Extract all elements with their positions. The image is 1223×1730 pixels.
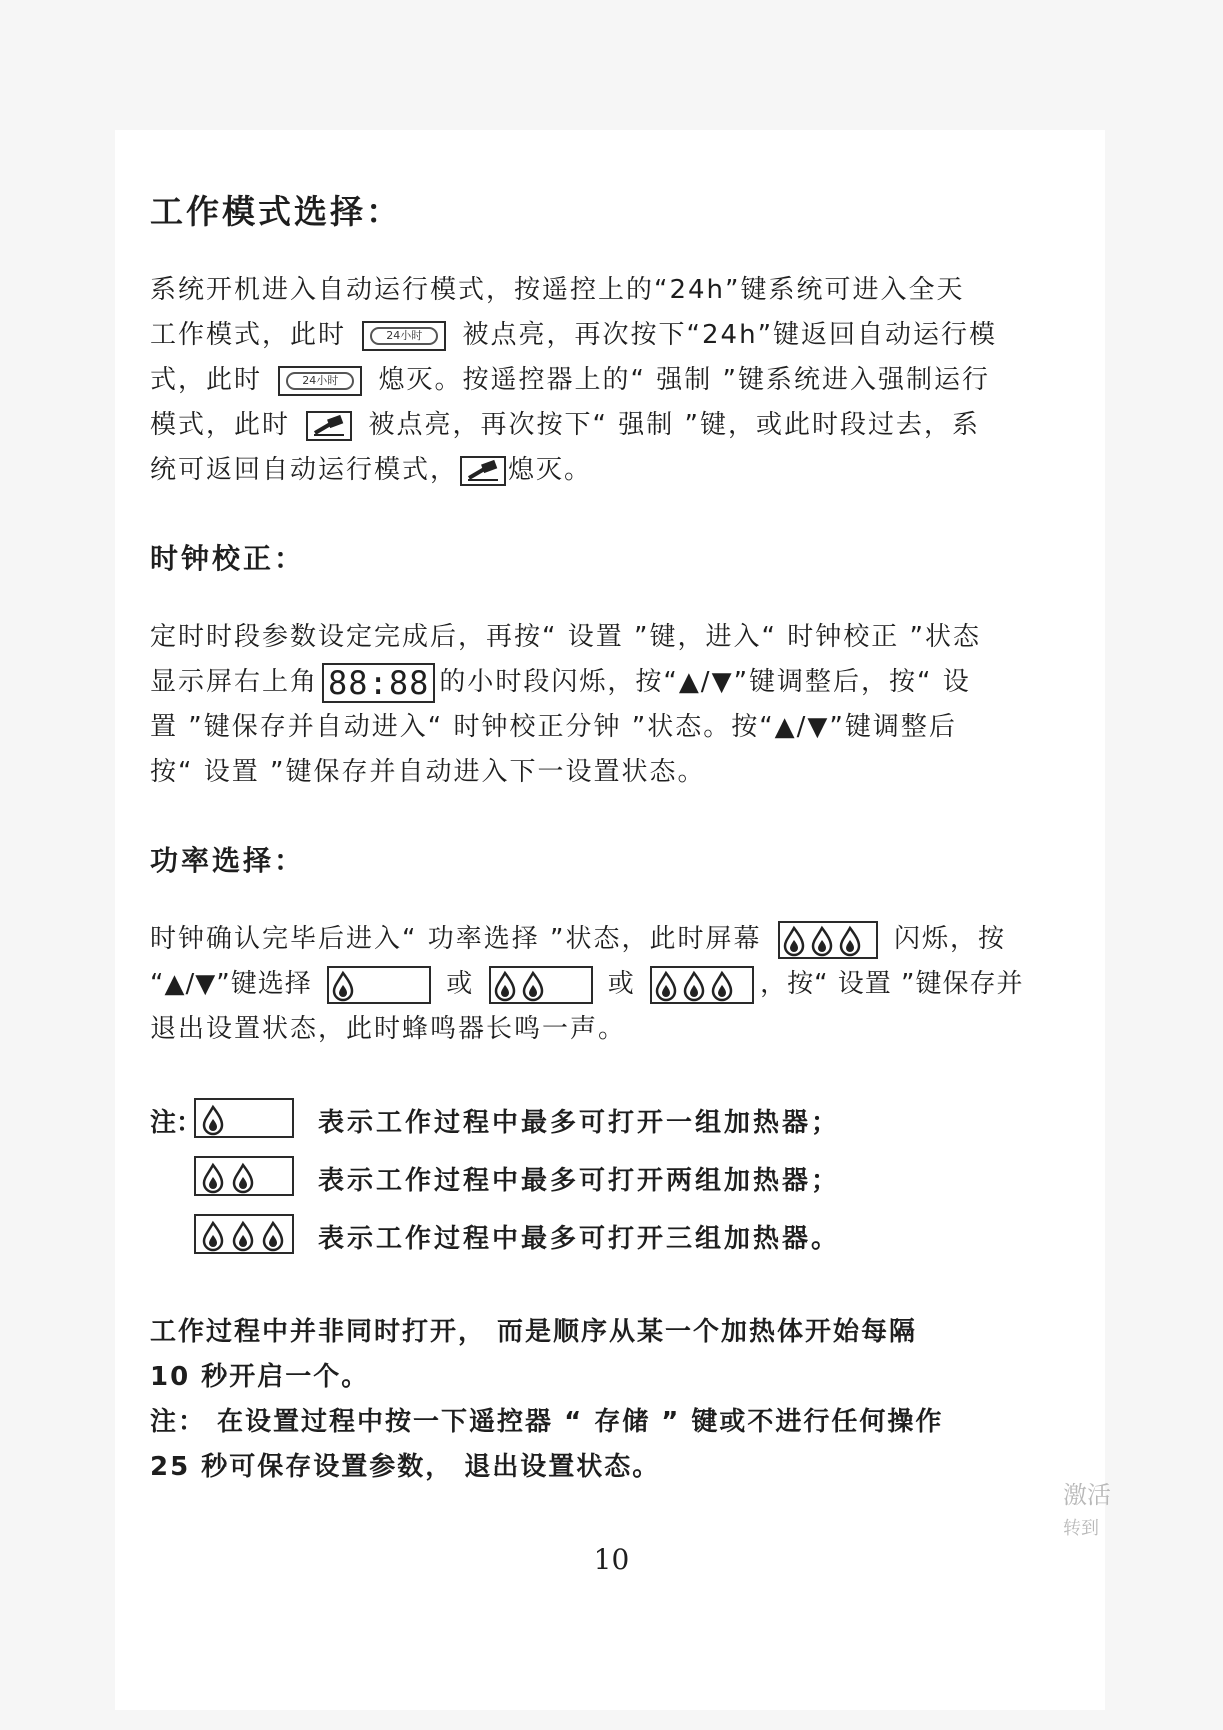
document-page (115, 130, 1111, 1710)
text-segment: 统可返回自动运行模式， (150, 455, 459, 485)
note-row-one (150, 1092, 1110, 1150)
24h-badge-icon (362, 321, 446, 351)
two-flame-icon (194, 1156, 294, 1196)
lcd-clock-display: 88:88 (322, 663, 435, 703)
text-segment: 工作模式，此时 (150, 320, 347, 350)
badge-label: 24小时 (286, 372, 354, 390)
flame-icon (232, 1163, 254, 1193)
note-description: 表示工作过程中最多可打开三组加热器。 (318, 1224, 841, 1254)
activation-watermark (1063, 1478, 1111, 1546)
text-segment: 熄灭。按遥控器上的“ 强制 ”键系统进入强制运行 (378, 365, 991, 395)
note-row-three (150, 1208, 1110, 1266)
paragraph-line: 25 秒可保存设置参数， 退出设置状态。 (150, 1452, 661, 1482)
two-flame-icon (489, 966, 593, 1004)
flame-icon (202, 1221, 224, 1251)
24h-badge-icon (278, 366, 362, 396)
one-flame-icon (194, 1098, 294, 1138)
flame-icon (655, 971, 677, 1001)
text-segment: 的小时段闪烁，按“▲/▼”键调整后，按“ 设 (439, 667, 971, 697)
paragraph-line: 注： 在设置过程中按一下遥控器 “ 存储 ” 键或不进行任何操作 (150, 1407, 944, 1437)
paragraph-line: 按“ 设置 ”键保存并自动进入下一设置状态。 (150, 757, 706, 787)
paragraph-line: 系统开机进入自动运行模式，按遥控上的“24h”键系统可进入全天 (150, 275, 965, 305)
watermark-line: 激活 (1063, 1481, 1111, 1509)
flame-icon (811, 926, 833, 956)
flame-icon (202, 1163, 224, 1193)
text-segment: 显示屏右上角 (150, 667, 319, 697)
text-segment: 模式，此时 (150, 410, 291, 440)
badge-label: 24小时 (370, 327, 438, 345)
flame-icon (202, 1105, 224, 1135)
text-segment: 闪烁，按 (894, 924, 1007, 954)
paragraph-line: 10 秒开启一个。 (150, 1362, 370, 1392)
flame-icon (683, 971, 705, 1001)
flame-icon (783, 926, 805, 956)
note-label: 注： (150, 1108, 203, 1138)
paragraph-line: 置 ”键保存并自动进入“ 时钟校正分钟 ”状态。按“▲/▼”键调整后 (150, 712, 957, 742)
note-description: 表示工作过程中最多可打开两组加热器； (318, 1166, 841, 1196)
three-flame-icon (194, 1214, 294, 1254)
paragraph-line: 定时时段参数设定完成后，再按“ 设置 ”键，进入“ 时钟校正 ”状态 (150, 622, 981, 652)
note-description: 表示工作过程中最多可打开一组加热器； (318, 1108, 841, 1138)
text-segment: “▲/▼”键选择 (150, 969, 312, 999)
three-flame-icon (650, 966, 754, 1004)
flame-icon (494, 971, 516, 1001)
one-flame-icon (327, 966, 431, 1004)
paragraph-line (150, 660, 1110, 705)
paragraph-line: 退出设置状态，此时蜂鸣器长鸣一声。 (150, 1014, 627, 1044)
text-segment: ，按“ 设置 ”键保存并 (760, 969, 1024, 999)
paragraph-line (150, 917, 1110, 962)
text-segment: 被点亮，再次按下“24h”键返回自动运行模 (462, 320, 998, 350)
section-title-power: 功率选择： (150, 844, 306, 877)
text-segment: 熄灭。 (508, 455, 593, 485)
three-flame-icon (778, 921, 878, 959)
paragraph-line (150, 358, 1110, 403)
note-row-two (150, 1150, 1110, 1208)
page-number: 10 (593, 1543, 630, 1576)
paragraph-line (150, 448, 1110, 493)
text-segment: 或 (446, 969, 474, 999)
text-segment: 或 (607, 969, 635, 999)
force-hammer-icon (306, 411, 352, 441)
flame-icon (711, 971, 733, 1001)
flame-icon (522, 971, 544, 1001)
flame-icon (232, 1221, 254, 1251)
section-title-work-mode: 工作模式选择： (150, 192, 402, 231)
text-segment: 被点亮，再次按下“ 强制 ”键，或此时段过去，系 (368, 410, 981, 440)
flame-icon (332, 971, 354, 1001)
paragraph-line (150, 403, 1110, 448)
paragraph-line (150, 962, 1110, 1007)
flame-icon (839, 926, 861, 956)
paragraph-line (150, 313, 1110, 358)
text-segment: 时钟确认完毕后进入“ 功率选择 ”状态，此时屏幕 (150, 924, 762, 954)
watermark-line: 转到 (1063, 1518, 1099, 1539)
paragraph-line: 工作过程中并非同时打开， 而是顺序从某一个加热体开始每隔 (150, 1317, 918, 1347)
force-hammer-icon (460, 456, 506, 486)
section-title-clock: 时钟校正： (150, 542, 306, 575)
page-content (150, 190, 1110, 1490)
text-segment: 式，此时 (150, 365, 263, 395)
flame-icon (262, 1221, 284, 1251)
